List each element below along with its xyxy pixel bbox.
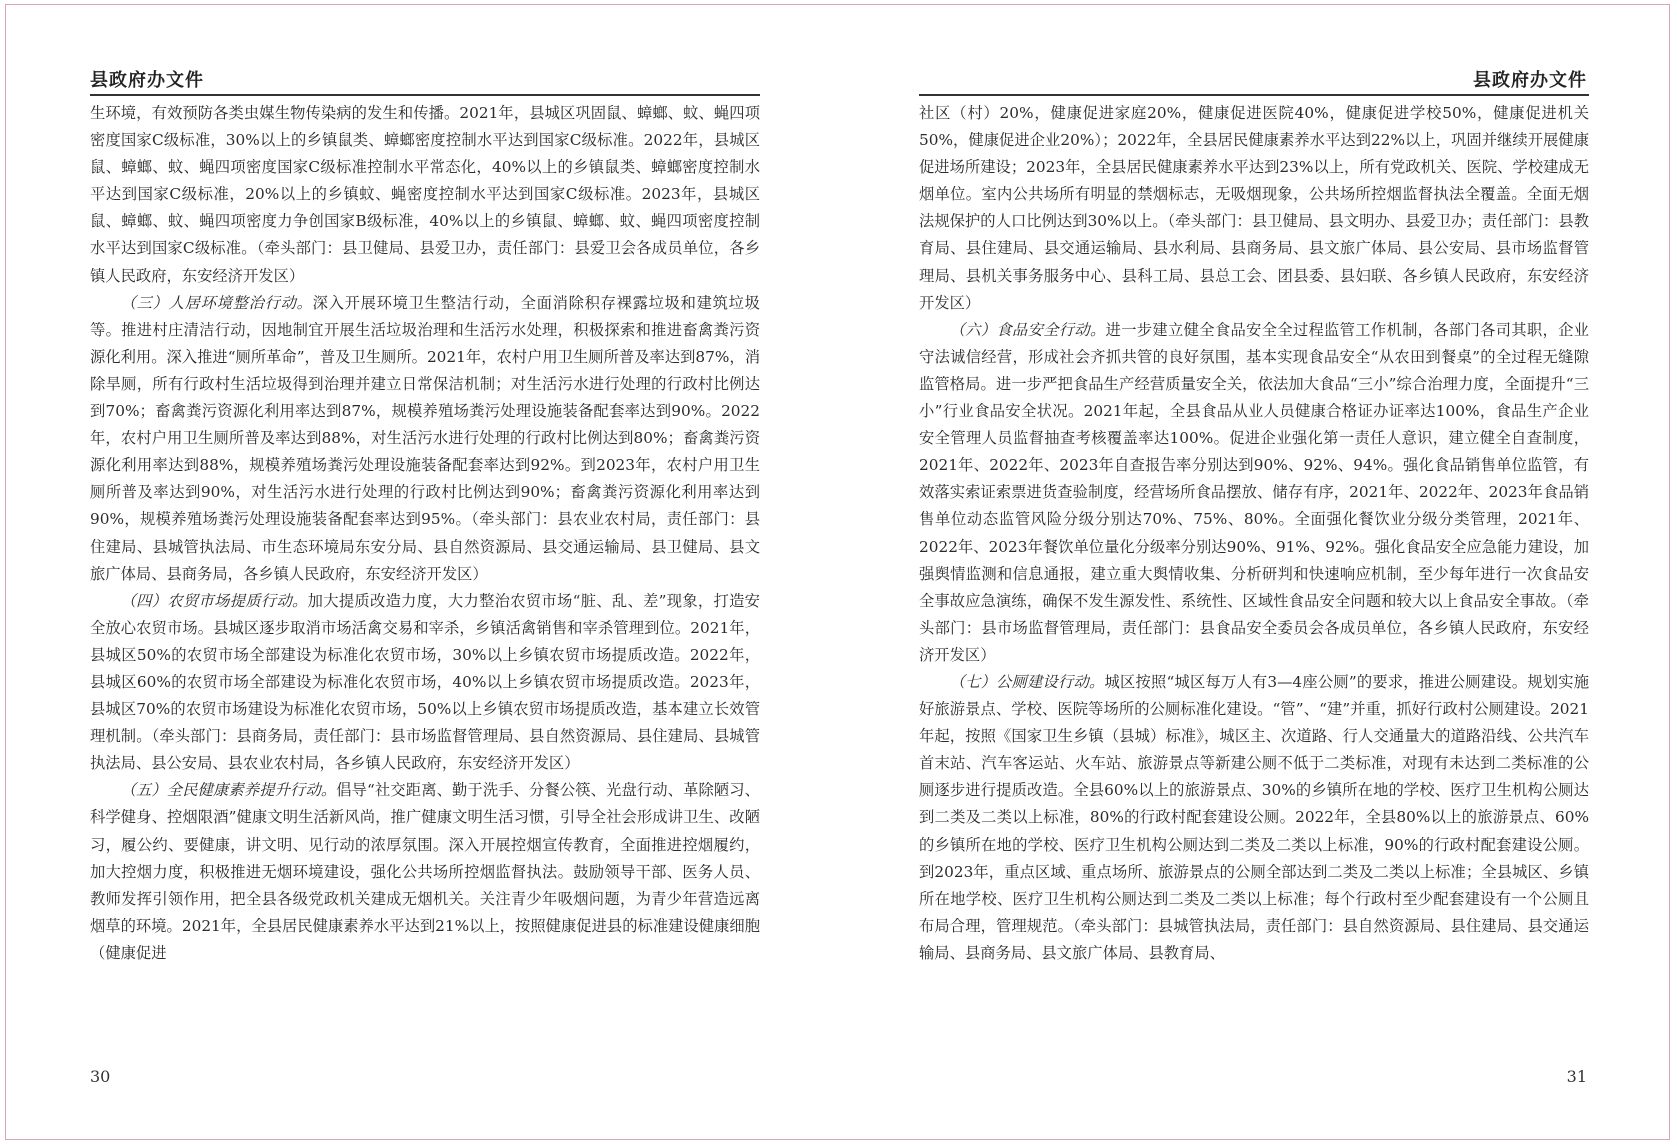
paragraph-text: 倡导“社交距离、勤于洗手、分餐公筷、光盘行动、革除陋习、科学健身、控烟限酒”健康文明生活新风尚，推广健康文明生活习惯，引导全社会形成讲卫生、改陋习，履公约、要健康，讲文明、见行动的浓厚氛围。深入开展控烟宣传教育，全面推进控烟履约，加大控烟力度，积极推进无烟环境建设，强化公共场所控烟监督执法。鼓励领导干部、医务人员、教师发挥引领作用，把全县各级党政机关建成无烟机关。关注青少年吸烟问题，为青少年营造远离烟草的环境。2021年，全县居民健康素养水平达到21%以上，按照健康促进县的标准建设健康细胞（健康促进 — [90, 781, 760, 962]
left-paragraph-3 — [90, 588, 760, 778]
right-page — [919, 0, 1589, 1146]
left-page-header — [90, 66, 760, 96]
paragraph-lead: （三）人居环境整治行动。 — [120, 293, 313, 312]
left-paragraph-2 — [90, 290, 760, 588]
paragraph-text: 深入开展环境卫生整洁行动，全面消除积存裸露垃圾和建筑垃圾等。推进村庄清洁行动，因地制宜开展生活垃圾治理和生活污水处理，积极探索和推进畜禽粪污资源化利用。深入推进“厕所革命”，普及卫生厕所。2021年，农村户用卫生厕所普及率达到87%，消除旱厕，所有行政村生活垃圾得到治理并建立日常保洁机制；对生活污水进行处理的行政村比例达到70%；畜禽粪污资源化利用率达到87%，规模养殖场粪污处理设施装备配套率达到90%。2022年，农村户用卫生厕所普及率达到88%，对生活污水进行处理的行政村比例达到80%；畜禽粪污资源化利用率达到88%，规模养殖场粪污处理设施装备配套率达到92%。到2023年，农村户用卫生厕所普及率达到90%，对生活污水进行处理的行政村比例达到90%；畜禽粪污资源化利用率达到90%，规模养殖场粪污处理设施装备配套率达到95%。（牵头部门：县农业农村局，责任部门：县住建局、县城管执法局、市生态环境局东安分局、县自然资源局、县交通运输局、县卫健局、县文旅广体局、县商务局，各乡镇人民政府，东安经济开发区） — [90, 293, 760, 583]
paragraph-text: 城区按照“城区每万人有3—4座公厕”的要求，推进公厕建设。规划实施好旅游景点、学校、医院等场所的公厕标准化建设。“管”、“建”并重，抓好行政村公厕建设。2021年起，按照《国家卫生乡镇（县城）标准》，城区主、次道路、行人交通量大的道路沿线、公共汽车首末站、汽车客运站、火车站、旅游景点等新建公厕不低于二类标准，对现有未达到二类标准的公厕逐步进行提质改造。全县60%以上的旅游景点、30%的乡镇所在地的学校、医疗卫生机构公厕达到二类及二类以上标准，80%的行政村配套建设公厕。2022年，全县80%以上的旅游景点、60%的乡镇所在地的学校、医疗卫生机构公厕达到二类及二类以上标准，90%的行政村配套建设公厕。到2023年，重点区域、重点场所、旅游景点的公厕全部达到二类及二类以上标准；全县城区、乡镇所在地学校、医疗卫生机构公厕达到二类及二类以上标准；每个行政村至少配套建设有一个公厕且布局合理，管理规范。（牵头部门：县城管执法局，责任部门：县自然资源局、县住建局、县交通运输局、县商务局、县文旅广体局、县教育局、 — [919, 672, 1589, 962]
paragraph-lead: （五）全民健康素养提升行动。 — [120, 781, 337, 800]
paragraph-text: 社区（村）20%，健康促进家庭20%，健康促进医院40%，健康促进学校50%，健康促进机关50%，健康促进企业20%）；2022年，全县居民健康素养水平达到22%以上，巩固并继续开展健康促进场所建设；2023年，全县居民健康素养水平达到23%以上，所有党政机关、医院、学校建成无烟单位。室内公共场所有明显的禁烟标志，无吸烟现象，公共场所控烟监督执法全覆盖。全面无烟法规保护的人口比例达到30%以上。（牵头部门：县卫健局、县文明办、县爱卫办；责任部门：县教育局、县住建局、县交通运输局、县水利局、县商务局、县文旅广体局、县公安局、县市场监督管理局、县机关事务服务中心、县科工局、县总工会、团县委、县妇联、各乡镇人民政府，东安经济开发区） — [919, 104, 1589, 312]
right-page-number: 31 — [1566, 1067, 1587, 1086]
paragraph-lead: （四）农贸市场提质行动。 — [120, 591, 308, 610]
paragraph-text: 生环境，有效预防各类虫媒生物传染病的发生和传播。2021年，县城区巩固鼠、蟑螂、蚊、蝇四项密度国家C级标准，30%以上的乡镇鼠类、蟑螂密度控制水平达到国家C级标准。2022年，县城区鼠、蟑螂、蚊、蝇四项密度国家C级标准控制水平常态化，40%以上的乡镇鼠类、蟑螂密度控制水平达到国家C级标准，20%以上的乡镇蚊、蝇密度控制水平达到国家C级标准。2023年，县城区鼠、蟑螂、蚊、蝇四项密度力争创国家B级标准，40%以上的乡镇鼠、蟑螂、蚊、蝇四项密度控制水平达到国家C级标准。（牵头部门：县卫健局、县爱卫办，责任部门：县爱卫会各成员单位，各乡镇人民政府，东安经济开发区） — [90, 104, 760, 285]
right-paragraph-2 — [919, 317, 1589, 669]
paragraph-text: 加大提质改造力度，大力整治农贸市场“脏、乱、差”现象，打造安全放心农贸市场。县城区逐步取消市场活禽交易和宰杀，乡镇活禽销售和宰杀管理到位。2021年，县城区50%的农贸市场全部建设为标准化农贸市场，30%以上乡镇农贸市场提质改造。2022年，县城区60%的农贸市场全部建设为标准化农贸市场，40%以上乡镇农贸市场提质改造。2023年，县城区70%的农贸市场建设为标准化农贸市场，50%以上乡镇农贸市场提质改造，基本建立长效管理机制。（牵头部门：县商务局，责任部门：县市场监督管理局、县自然资源局、县住建局、县城管执法局、县公安局、县农业农村局，各乡镇人民政府，东安经济开发区） — [90, 591, 760, 773]
left-header-title: 县政府办文件 — [90, 70, 204, 91]
right-paragraph-3 — [919, 669, 1589, 967]
left-page-number: 30 — [90, 1067, 111, 1086]
paragraph-lead: （七）公厕建设行动。 — [949, 672, 1105, 691]
paragraph-text: 进一步建立健全食品安全全过程监管工作机制，各部门各司其职，企业守法诚信经营，形成社会齐抓共管的良好氛围，基本实现食品安全“从农田到餐桌”的全过程无缝隙监管格局。进一步严把食品生产经营质量安全关，依法加大食品“三小”综合治理力度，全面提升“三小”行业食品安全状况。2021年起，全县食品从业人员健康合格证办证率达100%，食品生产企业安全管理人员监督抽查考核覆盖率达100%。促进企业强化第一责任人意识，建立健全自查制度，2021年、2022年、2023年自查报告率分别达到90%、92%、94%。强化食品销售单位监管，有效落实索证索票进货查验制度，经营场所食品摆放、储存有序，2021年、2022年、2023年食品销售单位动态监管风险分级分别达70%、75%、80%。全面强化餐饮业分级分类管理，2021年、2022年、2023年餐饮单位量化分级率分别达90%、91%、92%。强化食品安全应急能力建设，加强舆情监测和信息通报，建立重大舆情收集、分析研判和快速响应机制，至少每年进行一次食品安全事故应急演练，确保不发生源发性、系统性、区域性食品安全问题和较大以上食品安全事故。（牵头部门：县市场监督管理局，责任部门：县食品安全委员会各成员单位，各乡镇人民政府，东安经济开发区） — [919, 320, 1589, 664]
right-header-title: 县政府办文件 — [1473, 70, 1587, 91]
left-page-body — [90, 100, 760, 1055]
right-paragraph-1 — [919, 100, 1589, 317]
left-paragraph-1 — [90, 100, 760, 290]
left-page — [90, 0, 760, 1146]
right-page-header — [919, 66, 1589, 96]
right-page-body — [919, 100, 1589, 1055]
paragraph-lead: （六）食品安全行动。 — [949, 320, 1106, 339]
left-paragraph-4 — [90, 777, 760, 967]
